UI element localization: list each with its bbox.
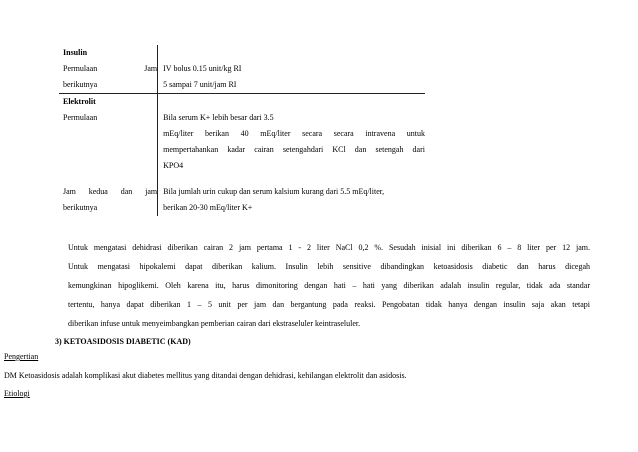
- elektrolit-line: KPO4: [163, 161, 184, 170]
- elektrolit-line: Bila serum K+ lebih besar dari 3.5: [163, 113, 274, 122]
- pengertian-label: Pengertian: [4, 352, 39, 361]
- elektrolit-row-label: Permulaan: [59, 110, 158, 184]
- insulin-row-value: [158, 61, 425, 94]
- paragraph-line: Untuk mengatasi hipokalemi dapat diberikan kalium. Insulin lebih sensitive dibandingkan ketoasidosis diabetic dan harus dicegah: [68, 262, 590, 271]
- insulin-title: Insulin: [59, 45, 158, 61]
- insulin-value-b: 5 sampai 7 unit/jam RI: [163, 80, 237, 89]
- second-hour-label-b: berikutnya: [63, 203, 98, 212]
- definition-text: DM Ketoasidosis adalah komplikasi akut diabetes mellitus yang ditandai dengan dehidrasi, kehilangan elektrolit dan asidosis.: [4, 371, 407, 380]
- elektrolit-title: Elektrolit: [59, 94, 158, 111]
- second-hour-row-label: [59, 184, 158, 216]
- second-hour-value-a: Bila jumlah urin cukup dan serum kalsium kurang dari 5.5 mEq/liter,: [163, 187, 385, 196]
- second-hour-label-a: Jam kedua dan jam: [63, 187, 158, 196]
- insulin-row-label-c: berikutnya: [63, 80, 98, 89]
- treatment-table: [59, 45, 425, 216]
- insulin-value-a: IV bolus 0.15 unit/kg RI: [163, 64, 242, 73]
- second-hour-value-b: berikan 20-30 mEq/liter K+: [163, 203, 253, 212]
- paragraph-line: diberikan infuse untuk menyeimbangkan pemberian cairan dari ekstraseluler keintraseluler.: [68, 319, 361, 328]
- elektrolit-row-value: [158, 110, 425, 184]
- treatment-paragraph: [68, 238, 590, 333]
- second-hour-row-value: [158, 184, 425, 216]
- paragraph-line: Untuk mengatasi dehidrasi diberikan cairan 2 jam pertama 1 - 2 liter NaCl 0,2 %. Sesudah inisial ini diberikan 6 – 8 liter per 12 jam.: [68, 243, 590, 252]
- section-heading: 3) KETOASIDOSIS DIABETIC (KAD): [55, 337, 191, 346]
- elektrolit-line: mempertahankan kadar cairan setengahdari KCl dan setengah dari: [163, 145, 425, 154]
- elektrolit-line: mEq/liter berikan 40 mEq/liter secara secara intravena untuk: [163, 129, 425, 138]
- paragraph-line: kemungkinan hipoglikemi. Oleh karena itu, harus dimonitoring dengan hati – hati yang diberikan adalah insulin regular, tidak ada standar: [68, 281, 590, 290]
- insulin-row-label-b: Jam: [144, 64, 158, 73]
- insulin-row-label: [59, 61, 158, 94]
- etiologi-label: Etiologi: [4, 389, 30, 398]
- insulin-row-label-a: Permulaan: [63, 64, 98, 73]
- paragraph-line: tertentu, hanya dapat diberikan 1 – 5 unit per jam dan bergantung pada reaksi. Pengobatan tidak hanya dengan insulin saja akan tetapi: [68, 300, 590, 309]
